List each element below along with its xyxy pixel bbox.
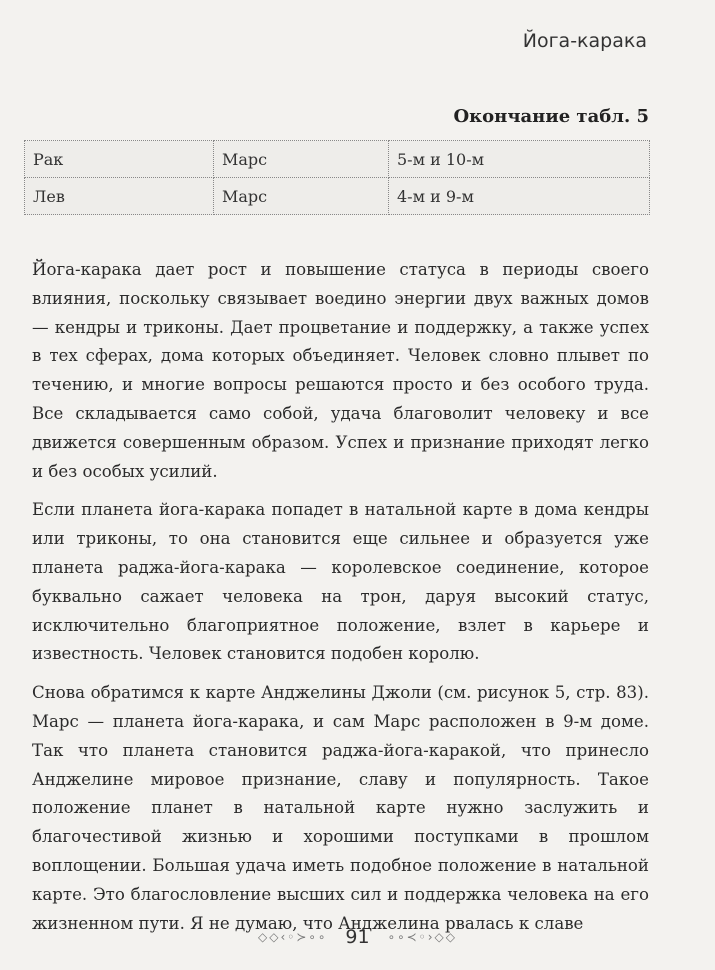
- table-caption: Окончание табл. 5: [453, 106, 649, 127]
- running-head-title: Йога-карака: [522, 30, 647, 52]
- table-row: [25, 178, 650, 215]
- ornament-right-icon: ∘∘≺◦›◇◇: [387, 930, 458, 944]
- table-cell-planet: Марс: [214, 141, 389, 178]
- table-row: [25, 141, 650, 178]
- paragraph: Йога-карака дает рост и повышение статуса в периоды своего влияния, поскольку связывает воедино энергии двух важных домов — кендры и триконы. Дает процветание и поддержку, а также успех в тех сферах, дома которых объединяет. Человек словно плывет по течению, и многие вопросы решаются просто и без особого труда. Все складывается само собой, удача благоволит человеку и все движется совершенным образом. Успех и признание приходят легко и без особых усилий.: [32, 260, 649, 481]
- table-cell-houses: 4-м и 9-м: [389, 178, 650, 215]
- page-number: 91: [345, 926, 370, 948]
- paragraph: Если планета йога-карака попадет в натальной карте в дома кендры или триконы, то она становится еще сильнее и образуется уже планета раджа-йога-карака — королевское соединение, которое буквально сажает человека на трон, даруя высокий статус, исключительно благоприятное положение, взлет в карьере и известность. Человек становится подобен королю.: [32, 500, 649, 664]
- table-cell-sign: Рак: [25, 141, 214, 178]
- body-text: [32, 256, 649, 948]
- ornament-left-icon: ◇◇‹◦≻∘∘: [257, 930, 328, 944]
- continuation-table: [24, 140, 650, 215]
- paragraph: Снова обратимся к карте Анджелины Джоли (см. рисунок 5, стр. 83). Марс — планета йога-карака, и сам Марс расположен в 9-м доме. Так что планета становится раджа-йога-каракой, что принесло Анджелине мировое признание, славу и популярность. Такое положение планет в натальной карте нужно заслужить и благочестивой жизнью и хорошими поступками в прошлом воплощении. Большая удача иметь подобное положение в натальной карте. Это благословление высших сил и поддержка человека на его жизненном пути. Я не думаю, что Анджелина рвалась к славе: [32, 683, 649, 933]
- table-cell-sign: Лев: [25, 178, 214, 215]
- table-cell-houses: 5-м и 10-м: [389, 141, 650, 178]
- table-cell-planet: Марс: [214, 178, 389, 215]
- page-footer: [0, 926, 715, 948]
